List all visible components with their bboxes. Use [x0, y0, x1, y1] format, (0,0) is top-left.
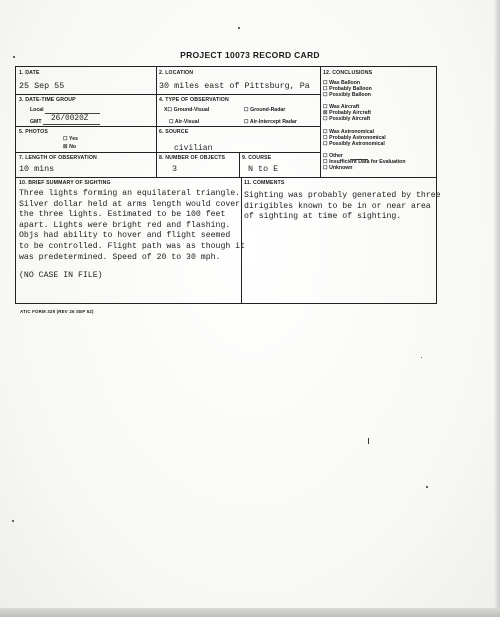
- comments-line: of sighting at time of sighting.: [244, 212, 402, 222]
- checked-checkbox-icon: ☒: [323, 110, 328, 116]
- ground-radar-option: ☐ Ground-Radar: [244, 107, 286, 113]
- location-label: 2. LOCATION: [159, 70, 194, 76]
- conclusion-item: ☐ Insufficient Data for Evaluation: [323, 159, 406, 165]
- date-value: 25 Sep 55: [19, 81, 65, 91]
- rule: [16, 94, 320, 95]
- local-time-label: Local: [30, 107, 44, 113]
- source-label: 6. SOURCE: [159, 129, 189, 135]
- photos-label: 5. PHOTOS: [19, 129, 48, 135]
- conclusion-item: ☐ Possibly Balloon: [323, 92, 371, 98]
- location-value: 30 miles east of Pittsburg, Pa: [159, 81, 310, 91]
- summary-line: Three lights forming an equilateral triangle.: [19, 189, 241, 198]
- checkbox-icon: ☐: [323, 159, 328, 165]
- comments-label: 11. COMMENTS: [244, 180, 285, 186]
- local-time-line: [45, 113, 100, 114]
- rule: [320, 67, 321, 177]
- checkbox-icon: ☐: [323, 104, 328, 110]
- checkbox-icon: ☐: [323, 153, 328, 159]
- date-label: 1. DATE: [19, 70, 40, 76]
- course-label: 9. COURSE: [242, 155, 272, 161]
- air-visual-option: ☐ Air-Visual: [169, 119, 200, 125]
- length-value: 10 mins: [19, 164, 55, 174]
- page-title: PROJECT 10073 RECORD CARD: [180, 50, 320, 60]
- comments-line: Sighting was probably generated by three: [244, 191, 441, 200]
- conclusion-item: ☒ Probably Aircraft: [323, 110, 372, 116]
- number-of-objects-label: 8. NUMBER OF OBJECTS: [159, 155, 226, 161]
- checkbox-icon: ☐: [169, 119, 174, 125]
- number-of-objects-value: 3: [172, 164, 178, 174]
- type-of-observation-label: 4. TYPE OF OBSERVATION: [159, 97, 229, 103]
- summary-line: the three lights. Estimated to be 100 feet: [19, 210, 226, 220]
- no-case-note: (NO CASE IN FILE): [19, 271, 103, 280]
- photos-no-option: ☒ No: [63, 144, 77, 150]
- summary-line: Silver dollar held at arms length would cover: [19, 199, 241, 209]
- comments-line: dirigibles known to be in or near area: [244, 201, 431, 211]
- conclusion-item: ☐ Possibly Aircraft: [323, 116, 371, 122]
- conclusion-item: ☐ Other: [323, 153, 343, 159]
- checkbox-icon: ☐: [244, 119, 249, 125]
- checked-checkbox-icon: X☐: [164, 107, 173, 113]
- source-value: civilian: [174, 144, 213, 153]
- conclusion-item: ☐ Was Aircraft: [323, 104, 360, 110]
- form-id: ATIC FORM 329 (REV 26 SEP 52): [20, 309, 94, 314]
- summary-line: apart. Lights were bright red and flashing.: [19, 220, 231, 230]
- length-label: 7. LENGTH OF OBSERVATION: [19, 155, 97, 161]
- rule: [16, 126, 320, 127]
- checkbox-icon: ☐: [323, 135, 328, 141]
- gmt-label: GMT: [30, 119, 42, 125]
- paper-edge-right: [494, 0, 500, 617]
- scan-speck: [12, 520, 14, 522]
- conclusion-item: ☐ Probably Balloon: [323, 86, 372, 92]
- brief-summary-label: 10. BRIEF SUMMARY OF SIGHTING: [19, 180, 111, 186]
- checkbox-icon: ☐: [323, 141, 328, 147]
- air-intercept-radar-option: ☐ Air-Intercept Radar: [244, 119, 297, 125]
- paper-edge-bottom: [0, 608, 500, 617]
- checkbox-icon: ☐: [323, 165, 328, 171]
- scan-speck: [421, 357, 422, 358]
- course-value: N to E: [248, 164, 279, 174]
- summary-line: Objs had ability to hover and flight seemed: [19, 231, 231, 241]
- checkbox-icon: ☐: [323, 116, 328, 122]
- scan-speck: [368, 438, 369, 444]
- conclusions-label: 12. CONCLUSIONS: [323, 70, 373, 76]
- photos-yes-option: ☐ Yes: [63, 136, 78, 142]
- scan-speck: [238, 27, 240, 29]
- checkbox-icon: ☐: [63, 136, 68, 142]
- rule: [156, 67, 157, 177]
- conclusion-item: ☐ Was Astronomical: [323, 129, 374, 135]
- checkbox-icon: ☐: [244, 107, 249, 113]
- checkbox-icon: ☐: [323, 86, 328, 92]
- rule: [16, 152, 320, 153]
- checkbox-icon: ☐: [323, 92, 328, 98]
- conclusion-item: ☐ Possibly Astronomical: [323, 141, 385, 147]
- ground-visual-option: X☐ Ground-Visual: [164, 107, 210, 113]
- record-card: [15, 66, 441, 304]
- summary-line: was predetermined. Speed of 20 to 30 mph.: [19, 252, 221, 262]
- scan-speck: [426, 486, 428, 488]
- checked-checkbox-icon: ☒: [63, 144, 68, 150]
- conclusion-item: ☐ Probably Astronomical: [323, 135, 386, 141]
- conclusion-item: ☐ Was Balloon: [323, 80, 361, 86]
- rule: [239, 152, 240, 177]
- checkbox-icon: ☐: [323, 129, 328, 135]
- gmt-line: [43, 124, 100, 125]
- conclusion-item: ☐ Unknown: [323, 165, 353, 171]
- summary-line: to be controlled. Flight path was as though it: [19, 242, 246, 251]
- rule: [16, 177, 436, 178]
- rule: [241, 177, 242, 303]
- gmt-value: 26/0020Z: [51, 115, 89, 123]
- date-time-group-label: 3. DATE-TIME GROUP: [19, 97, 76, 103]
- checkbox-icon: ☐: [323, 80, 328, 86]
